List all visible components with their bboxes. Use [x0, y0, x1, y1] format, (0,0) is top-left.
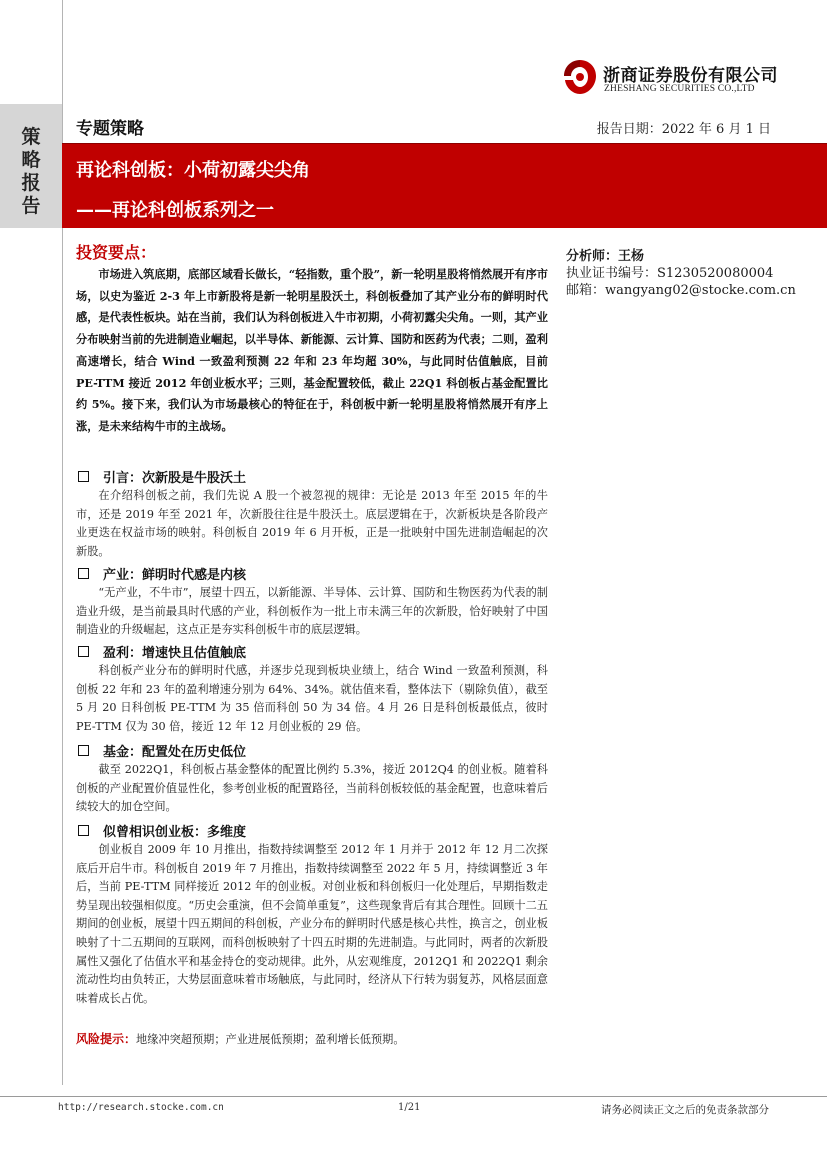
analyst-email[interactable]: 邮箱：wangyang02@stocke.com.cn	[566, 283, 796, 298]
section-comparison	[76, 820, 548, 1008]
section-fund	[76, 740, 548, 817]
side-tab-label	[21, 126, 41, 218]
highlights-heading: 投资要点：	[76, 243, 157, 262]
analyst-name: 分析师：王杨	[566, 249, 645, 264]
analyst-cert: 执业证书编号：S1230520080004	[566, 266, 774, 281]
section-title	[76, 641, 548, 661]
section-title	[76, 820, 548, 840]
section-body	[76, 761, 548, 817]
page-number: 1/21	[398, 1102, 421, 1113]
report-subtitle: ——再论科创板系列之一	[76, 200, 274, 221]
company-name-en: ZHESHANG SECURITIES CO.,LTD	[604, 84, 755, 94]
section-title	[76, 740, 548, 760]
disclaimer-note: 请务必阅读正文之后的免责条款部分	[601, 1104, 769, 1116]
section-body	[76, 584, 548, 640]
analyst-info	[566, 248, 796, 299]
section-body-text: 创业板自 2009 年 10 月推出，指数持续调整至 2012 年 1 月并于 2012 年 12 月二次探底后开启牛市。科创板自 2019 年 7 月推出，指数持续调整至 2022 年 5 月，持续调整近 3 年后，当前 PE-TTM 同样接近 2012 年的创业板。对创业板和科创板归一化处理后，早期指数走势呈现出较强相似度。“历史会重演，但不会简单重复”，这些现象背后有其合理性。回顾十二五期间的创业板，展望十四五期间的科创板，产业分布的鲜明时代感是核心共性，换言之，创业板映射了十二五期间的互联网，而科创板映射了十四五时期的先进制造。与此同时，两者的次新股属性又强化了估值水平和基金持仓的变动规律。此外，从宏观维度，2012Q1 和 2022Q1 剩余流动性均由负转正，大势层面意味着市场触底，与此同时，经济从下行转为弱复苏，风格层面意味着成长占优。	[76, 843, 548, 1005]
checkbox-bullet-icon	[78, 471, 89, 482]
section-body-text: 截至 2022Q1，科创板占基金整体的配置比例约 5.3%，接近 2012Q4 的创业板。随着科创板的产业配置价值显性化，参考创业板的配置路径，当前科创板较低的基金配置，也意味着后续较大的加仓空间。	[76, 763, 548, 814]
highlights-summary	[76, 264, 548, 438]
footer-divider	[0, 1096, 827, 1097]
checkbox-bullet-icon	[78, 825, 89, 836]
company-name-cn: 浙商证券股份有限公司	[603, 66, 778, 86]
section-earnings	[76, 641, 548, 736]
section-title-text: 盈利：增速快且估值触底	[103, 645, 247, 661]
section-body-text: “无产业，不牛市”，展望十四五，以新能源、半导体、云计算、国防和生物医药为代表的制造业升级，是当前最具时代感的产业，科创板作为一批上市未满三年的次新股，恰好映射了中国制造业的升级崛起，这点正是夯实科创板牛市的底层逻辑。	[76, 586, 548, 637]
side-tab-char: 告	[21, 195, 41, 217]
section-title-text: 似曾相识创业板：多维度	[103, 824, 247, 840]
section-title-text: 基金：配置处在历史低位	[103, 744, 247, 760]
highlights-text: 市场进入筑底期，底部区域看长做长，“轻指数，重个股”，新一轮明星股将悄然展开有序市场，以史为鉴近 2-3 年上市新股将是新一轮明星股沃土，科创板叠加了其产业分布的鲜明时代感，是代表性板块。站在当前，我们认为科创板进入牛市初期，小荷初露尖尖角。一则，其产业分布映射当前的先进制造业崛起，以半导体、新能源、云计算、国防和医药为代表；二则，盈利高速增长，结合 Wind 一致盈利预测 22 年和 23 年均超 30%，与此同时估值触底，目前 PE-TTM 接近 2012 年创业板水平；三则，基金配置较低，截止 22Q1 科创板占基金配置比约 5%。接下来，我们认为市场最核心的特征在于，科创板中新一轮明星股将悄然展开有序上涨，是未来结构牛市的主战场。	[76, 267, 548, 433]
section-industry	[76, 563, 548, 640]
section-body-text: 科创板产业分布的鲜明时代感，并逐步兑现到板块业绩上，结合 Wind 一致盈利预测，科创板 22 年和 23 年的盈利增速分别为 64%、34%。就估值来看，整体法下（剔除负值），截至 5 月 20 日科创板 PE-TTM 为 35 倍而科创 50 为 34 倍。4 月 26 日是科创板最低点，彼时 PE-TTM 仅为 30 倍，接近 12 年 12 月创业板的 29 倍。	[76, 664, 548, 733]
checkbox-bullet-icon	[78, 646, 89, 657]
report-title: 再论科创板：小荷初露尖尖角	[76, 160, 310, 181]
checkbox-bullet-icon	[78, 745, 89, 756]
side-tab-char: 略	[21, 149, 41, 171]
company-logo-icon	[563, 58, 597, 96]
section-body	[76, 841, 548, 1008]
section-body	[76, 487, 548, 561]
side-tab-char: 策	[21, 126, 41, 148]
section-body	[76, 662, 548, 736]
risk-label: 风险提示：	[76, 1032, 137, 1046]
section-title-text: 引言：次新股是牛股沃土	[103, 470, 247, 486]
report-topic: 专题策略	[76, 119, 144, 139]
footer-url-link[interactable]: http://research.stocke.com.cn	[58, 1102, 224, 1113]
section-title	[76, 563, 548, 583]
section-body-text: 在介绍科创板之前，我们先说 A 股一个被忽视的规律：无论是 2013 年至 2015 年的牛市，还是 2019 年至 2021 年，次新股往往是牛股沃土。底层逻辑在于，次新板块是各阶段产业更迭在权益市场的映射。科创板自 2019 年 6 月开板，正是一批映射中国先进制造崛起的次新股。	[76, 489, 548, 558]
report-date: 报告日期：2022 年 6 月 1 日	[596, 122, 771, 137]
section-title	[76, 466, 548, 486]
checkbox-bullet-icon	[78, 568, 89, 579]
section-title-text: 产业：鲜明时代感是内核	[103, 567, 247, 583]
company-logo	[563, 58, 803, 102]
section-intro	[76, 466, 548, 561]
risk-text: 地缘冲突超预期；产业进展低预期；盈利增长低预期。	[136, 1033, 405, 1046]
side-tab-char: 报	[21, 172, 41, 194]
risk-warning	[76, 1030, 556, 1047]
